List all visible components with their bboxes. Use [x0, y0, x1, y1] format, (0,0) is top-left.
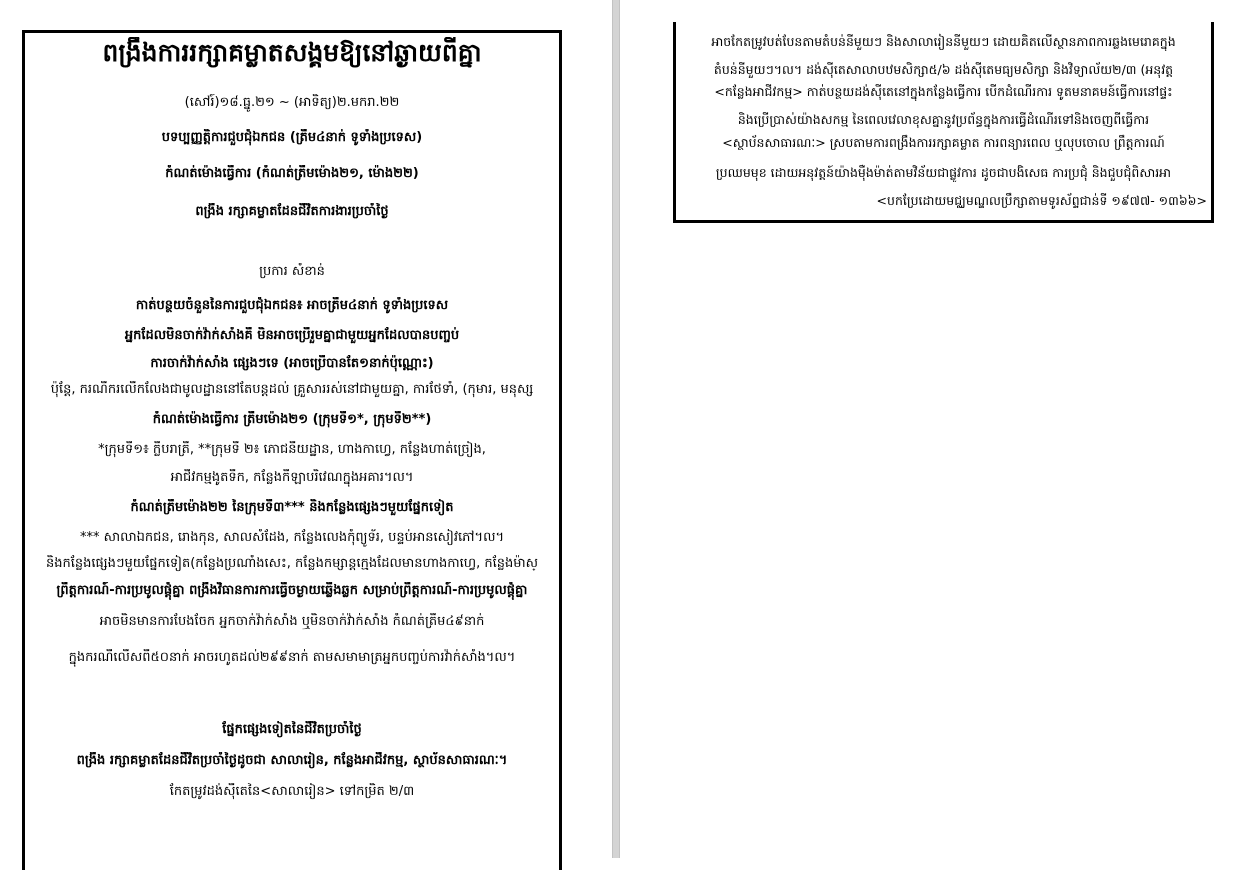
date-range: (សៅរ៍)១៨.ធ្នូ.២១ ~ (អាទិត្យ)២.មករា.២២ — [184, 95, 400, 110]
notice-frame-right — [673, 22, 1214, 223]
text-line: *ក្រុមទី១៖ ក្លឹបរាត្រី, **ក្រុមទី ២៖ ភោជនីយដ្ឋាន, ហាងកាហ្វេ, កន្លែងហាត់ច្រៀង, — [98, 442, 486, 457]
key-points-heading: ប្រការ សំខាន់ — [259, 264, 325, 279]
text-line: ក្នុងករណីលើសពី៥០នាក់ អាចរហូតដល់២៩៩នាក់ តាមសមាមាត្រអ្នកបញ្ចប់ការវ៉ាក់សាំង។ល។ — [68, 650, 516, 665]
text-line: ការចាក់វ៉ាក់សាំង ផ្សេងៗទេ (អាចប្រើបានតែ១នាក់ប៉ុណ្ណោះ) — [150, 356, 434, 371]
text-line: តំបន់នីមួយៗ។ល។ ដង់ស៊ីតេសាលាបឋមសិក្សា៥/៦ ដង់ស៊ីតេមធ្យមសិក្សា និងវិទ្យាល័យ២/៣ (អនុវត្ត — [713, 62, 1174, 77]
text-line: ប្រឈមមុខ ដោយអនុវត្តន៍យ៉ាងម៉ឺងម៉ាត់តាមវិន័យជាផ្លូវការ ដូចជាបងិសេធ ការប្រជុំ និងជួបជុំពិសារអា — [715, 165, 1172, 180]
other-daily-life-heading: ផ្នែកផ្សេងទៀតនៃជីវិតប្រចាំថ្ងៃ — [222, 722, 362, 737]
notice-frame-left — [22, 30, 562, 870]
text-line: កែតម្រូវដង់ស៊ីតេនៃ<សាលារៀន> ទៅកម្រិត ២/៣ — [169, 784, 415, 799]
document-page-left — [0, 0, 612, 858]
text-line: ព្រឹត្តការណ៍-ការប្រមូលផ្តុំគ្នា ពង្រឹងវិធានការការធ្វើចម្ងាយឆ្លើងឆ្លក សម្រាប់ព្រឹត្តការណ៍-ការប្រមូលផ្តុំគ្នា — [56, 583, 528, 598]
page-gutter — [612, 0, 620, 858]
document-title: ពង្រឹងការរក្សាគម្លាតសង្គមឱ្យនៅឆ្ងាយពីគ្នា — [102, 38, 482, 67]
text-line: កំណត់ត្រឹមម៉ោង២២ នៃក្រុមទី៣*** និងកន្លែងផ្សេងៗមួយផ្នែកទៀត — [130, 500, 454, 515]
text-line: អាចមិនមានការបែងចែក អ្នកចាក់វ៉ាក់សាំង ឬមិនចាក់វ៉ាក់សាំង កំណត់ត្រឹម៤៩នាក់ — [99, 614, 485, 629]
gathering-rule-heading: បទប្បញ្ញត្តិការជួបជុំឯកជន (ត្រឹម៤នាក់ ទូទាំងប្រទេស) — [161, 130, 423, 145]
text-line: និងប្រើប្រាស់យ៉ាងសកម្ម នៃពេលវេលាខុសគ្នានូវប្រព័ន្ធក្នុងការធ្វើដំណើរទៅនិងចេញពីធ្វើការ — [737, 112, 1150, 127]
text-line: កាត់បន្ថយចំនួននៃការជួបជុំឯកជន៖ អាចត្រឹម៤នាក់ ទូទាំងប្រទេស — [135, 298, 449, 313]
text-line: និងកន្លែងផ្សេងៗមួយផ្នែកទៀត(កន្លែងប្រណាំងសេះ, កន្លែងកម្សាន្តក្មេងដែលមានហាងកាហ្វេ, កន្លែងម៉ាស្ — [45, 556, 539, 571]
text-line: អ្នកដែលមិនចាក់វ៉ាក់សាំងគឺ មិនអាចប្រើរួមគ្នាជាមួយអ្នកដែលបានបញ្ចប់ — [124, 328, 460, 343]
text-line: *** សាលាឯកជន, រោងកុន, សាលសំដែង, កន្លែងលេងកុំព្យូទ័រ, បន្ទប់អានសៀវភៅ។ល។ — [79, 530, 505, 545]
text-line: អាជីវកម្មងូតទឹក, កន្លែងកីឡាបរិវេណក្នុងអគារ។ល។ — [170, 470, 414, 485]
document-page-right — [620, 0, 1240, 858]
text-line: ប៉ុន្តែ, ករណីករលើកលែងជាមូលដ្ឋាននៅតែបន្តដល់ គ្រួសាររស់នៅជាមួយគ្នា, ការថែទាំ, (កុមារ, មនុស្ស — [50, 382, 534, 397]
text-line: កំណត់ម៉ោងធ្វើការ ត្រឹមម៉ោង២១ (ក្រុមទី១*, ក្រុមទី២**) — [152, 412, 432, 427]
text-line: ពង្រឹង រក្សាគម្លាតដែនជីវិតប្រចាំថ្ងៃដូចជា សាលារៀន, កន្លែងអាជីវកម្ម, ស្ថាប័នសាធារណៈ។ — [76, 753, 508, 768]
daily-life-distancing-heading: ពង្រឹង រក្សាគម្លាតដែនជីវិតការងារប្រចាំថ្ងៃ — [195, 204, 389, 219]
text-line: <កន្លែងអាជីវកម្ម> កាត់បន្ថយដង់ស៊ីតេនៅក្នុងកន្លែងធ្វើការ បើកដំណើរការ ទូតមនាគមន៍ធ្វើការនៅផ្ទះ — [714, 84, 1173, 99]
business-hours-heading: កំណត់ម៉ោងធ្វើការ (កំណត់ត្រឹមម៉ោង២១, ម៉ោង២២) — [165, 166, 419, 181]
text-line: អាចកែតម្រូវបត់បែនតាមតំបន់នីមួយៗ និងសាលារៀននីមួយៗ ដោយគិតលើស្ថានភាពការឆ្លងមេរោគក្នុង — [711, 34, 1176, 49]
text-line: <ស្ថាប័នសាធារណៈ> ស្របតាមការពង្រឹងការរក្សាគម្លាត ការពន្យារពេល ឬលុបចោល ព្រឹត្តការណ៍ — [722, 135, 1165, 150]
translation-credit: <បកប្រែដោយមជ្ឈមណ្ឌលប្រឹក្សាតាមទូរស័ព្ទជាន់ទី ១៩៧៧- ១៣៦៦> — [876, 193, 1207, 208]
